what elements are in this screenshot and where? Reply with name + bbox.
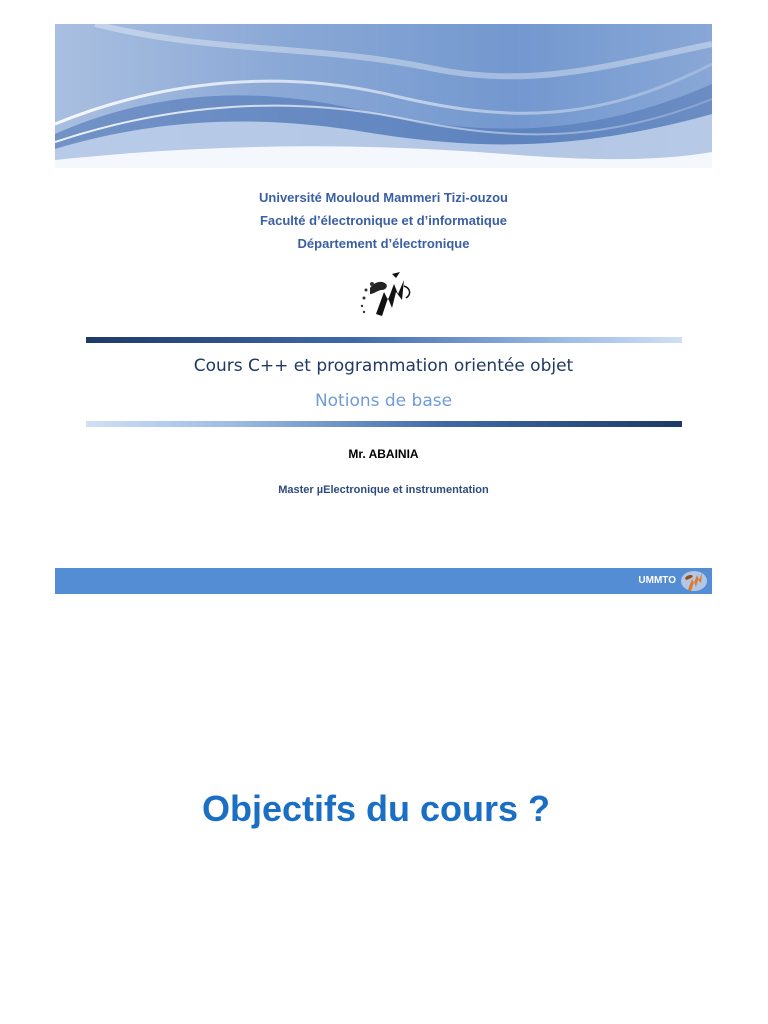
header-banner: [55, 24, 712, 168]
banner-wave-graphic: [55, 24, 712, 168]
course-title: Cours C++ et programmation orientée objet: [193, 356, 574, 376]
university-name: Université Mouloud Mammeri Tizi-ouzou: [259, 190, 508, 205]
section-heading: Objectifs du cours ?: [201, 788, 551, 829]
program-name: Master µElectronique et instrumentation: [278, 484, 489, 496]
footer-emblem-icon: [680, 570, 708, 592]
faculty-name: Faculté d’électronique et d’informatique: [259, 213, 508, 228]
footer-bar: [55, 568, 712, 594]
department-name: Département d’électronique: [297, 236, 470, 251]
title-slide: [55, 24, 712, 594]
university-info: [55, 186, 712, 255]
university-emblem-icon: [356, 270, 416, 320]
course-subtitle: Notions de base: [314, 391, 453, 411]
top-divider: [86, 337, 682, 343]
bottom-divider: [86, 421, 682, 427]
footer-label: UMMTO: [638, 575, 676, 586]
author-name: Mr. ABAINIA: [348, 447, 419, 461]
